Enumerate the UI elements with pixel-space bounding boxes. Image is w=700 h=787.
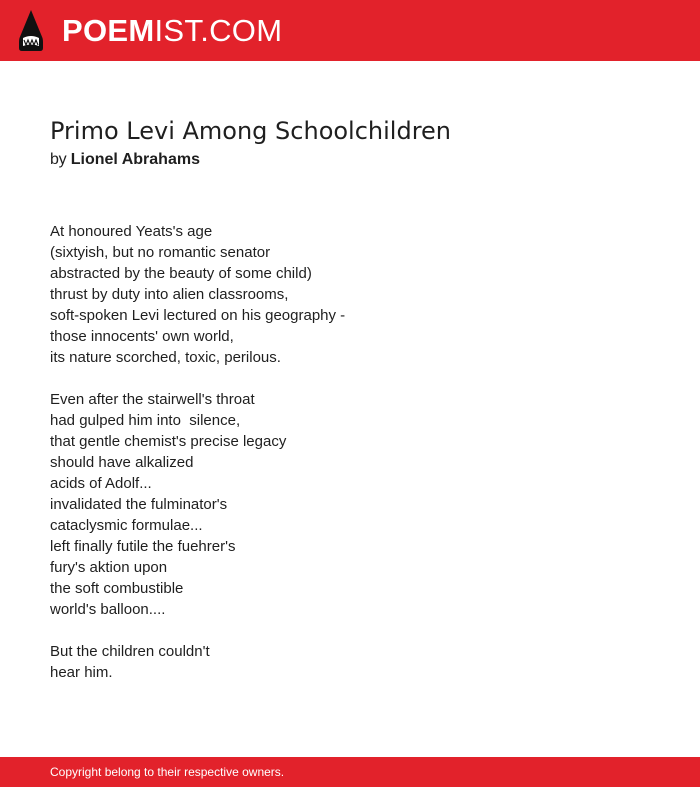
poem-line: Even after the stairwell's throat	[50, 391, 255, 408]
pencil-tip-icon	[18, 10, 44, 52]
poem-line: left finally futile the fuehrer's	[50, 538, 236, 555]
poem-line: cataclysmic formulae...	[50, 517, 203, 534]
poem-content	[50, 112, 670, 704]
poem-line: the soft combustible	[50, 580, 184, 597]
poem-body	[50, 221, 670, 683]
site-logo-text	[62, 10, 282, 52]
site-footer	[0, 757, 700, 787]
poem-line: soft-spoken Levi lectured on his geography -	[50, 307, 346, 324]
poem-line: that gentle chemist's precise legacy	[50, 433, 287, 450]
stanza-1	[50, 221, 670, 368]
logo-text-light: IST.COM	[154, 13, 283, 48]
poem-line: At honoured Yeats's age	[50, 223, 213, 240]
poem-line: abstracted by the beauty of some child)	[50, 265, 312, 282]
poem-line: acids of Adolf...	[50, 475, 152, 492]
poem-line: had gulped him into silence,	[50, 412, 241, 429]
author-link[interactable]: Lionel Abrahams	[70, 151, 200, 168]
site-header	[0, 0, 700, 61]
byline-prefix: by	[50, 151, 67, 168]
logo-text-strong: POEM	[62, 13, 155, 48]
poem-line: world's balloon....	[50, 601, 166, 618]
stanza-3	[50, 641, 670, 683]
poem-line: invalidated the fulminator's	[50, 496, 228, 513]
poem-line: should have alkalized	[50, 454, 194, 471]
poem-line: (sixtyish, but no romantic senator	[50, 244, 271, 261]
site-logo-link[interactable]	[18, 10, 282, 52]
poem-line: But the children couldn't	[50, 643, 210, 660]
poem-line: thrust by duty into alien classrooms,	[50, 286, 289, 303]
poem-line: hear him.	[50, 664, 113, 681]
poem-title: Primo Levi Among Schoolchildren	[50, 117, 452, 145]
poem-line: those innocents' own world,	[50, 328, 234, 345]
poem-line: its nature scorched, toxic, perilous.	[50, 349, 281, 366]
poem-line: fury's aktion upon	[50, 559, 168, 576]
copyright-notice: Copyright belong to their respective owners.	[50, 765, 285, 779]
poem-byline	[50, 150, 670, 170]
stanza-2	[50, 389, 670, 620]
